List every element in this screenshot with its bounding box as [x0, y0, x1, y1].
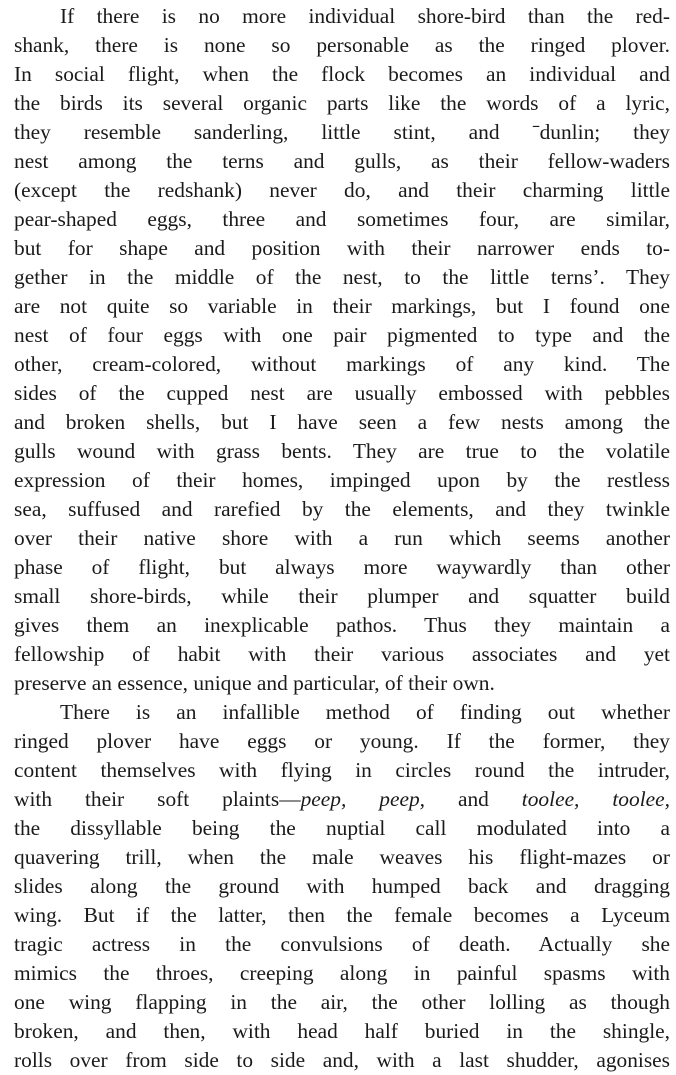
text-line: preserve an essence, unique and particular, of their own. — [14, 671, 495, 695]
text-segment: and — [425, 787, 522, 811]
text-line: over their native shore with a run which seems another — [14, 526, 670, 550]
text-line: (except the redshank) never do, and their charming little — [14, 178, 670, 202]
text-line: are not quite so variable in their markings, but I found one — [14, 294, 670, 318]
text-line: one wing flapping in the air, the other lolling as though — [14, 990, 670, 1014]
text-line: sides of the cupped nest are usually embossed with pebbles — [14, 381, 670, 405]
text-line: broken, and then, with head half buried in the shingle, — [14, 1019, 670, 1043]
text-line: slides along the ground with humped back and dragging — [14, 874, 670, 898]
text-line-with-calls — [14, 785, 670, 814]
text-line: other, cream-colored, without markings of any kind. The — [14, 352, 670, 376]
text-line: content themselves with flying in circles round the intruder, — [14, 758, 670, 782]
text-line: mimics the throes, creeping along in painful spasms with — [14, 961, 670, 985]
text-line: they resemble sanderling, little stint, and ˉdunlin; they — [14, 120, 670, 144]
text-line: fellowship of habit with their various associates and yet — [14, 642, 670, 666]
text-line: sea, suffused and rarefied by the elements, and they twinkle — [14, 497, 670, 521]
text-line: and broken shells, but I have seen a few nests among the — [14, 410, 670, 434]
text-line: small shore-birds, while their plumper and squatter build — [14, 584, 670, 608]
text-line: rolls over from side to side and, with a last shudder, agonises — [14, 1048, 670, 1072]
text-line: phase of flight, but always more waywardly than other — [14, 555, 670, 579]
text-line: expression of their homes, impinged upon by the restless — [14, 468, 670, 492]
text-line: nest of four eggs with one pair pigmented to type and the — [14, 323, 670, 347]
text-segment: with their soft plaints— — [14, 787, 301, 811]
text-line: tragic actress in the convulsions of death. Actually she — [14, 932, 670, 956]
text-line: If there is no more individual shore-bird than the red- — [60, 4, 670, 28]
text-line: the dissyllable being the nuptial call modulated into a — [14, 816, 670, 840]
text-line: nest among the terns and gulls, as their fellow-waders — [14, 149, 670, 173]
text-line: the birds its several organic parts like the words of a lyric, — [14, 91, 670, 115]
call-peep-italic: peep, peep, — [300, 787, 425, 811]
text-line: There is an infallible method of finding out whether — [60, 700, 670, 724]
text-line: but for shape and position with their narrower ends to- — [14, 236, 670, 260]
call-toolee-italic: toolee, toolee, — [521, 787, 670, 811]
text-line: gether in the middle of the nest, to the little terns’. They — [14, 265, 670, 289]
text-line: gives them an inexplicable pathos. Thus they maintain a — [14, 613, 670, 637]
text-line: gulls wound with grass bents. They are true to the volatile — [14, 439, 670, 463]
text-line: pear-shaped eggs, three and sometimes four, are similar, — [14, 207, 670, 231]
text-line: wing. But if the latter, then the female becomes a Lyceum — [14, 903, 670, 927]
text-line: quavering trill, when the male weaves his flight-mazes or — [14, 845, 670, 869]
text-line: In social flight, when the flock becomes an individual and — [14, 62, 670, 86]
paragraph-ringed-plover-personality — [14, 2, 670, 698]
text-line: shank, there is none so personable as the ringed plover. — [14, 33, 670, 57]
text-line: ringed plover have eggs or young. If the former, they — [14, 729, 670, 753]
paragraph-finding-eggs-or-young — [14, 698, 670, 1075]
